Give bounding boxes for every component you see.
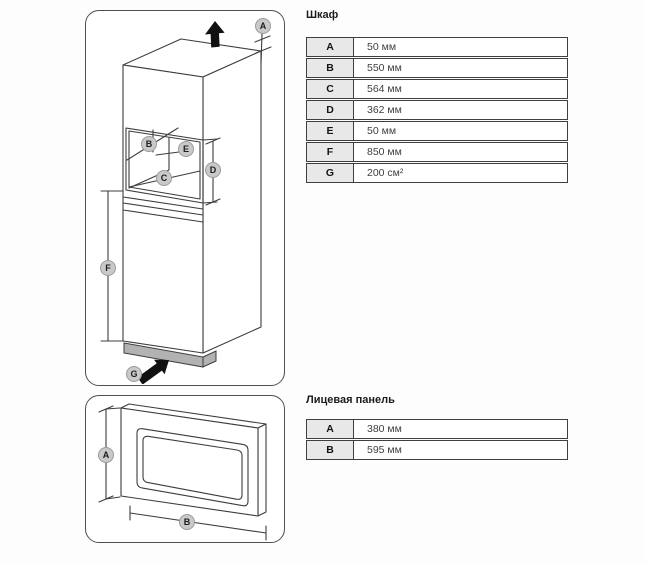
dim-label-cell: C [307, 80, 354, 98]
dim-value-cell: 850 мм [367, 146, 402, 158]
cabinet-outline [123, 39, 261, 353]
dim-value-cell: 564 мм [367, 83, 402, 95]
svg-text:A: A [102, 450, 110, 461]
label-badge-a [256, 19, 271, 34]
dim-value-cell: 550 мм [367, 62, 402, 74]
table-row [306, 121, 568, 141]
cabinet-diagram-frame [85, 10, 285, 386]
svg-text:B: B [183, 517, 191, 528]
svg-text:F: F [105, 263, 111, 274]
table-row [306, 419, 568, 439]
cabinet-dimensions-table [306, 37, 568, 184]
label-badge-c [157, 171, 172, 186]
table-row [306, 142, 568, 162]
table-row [306, 58, 568, 78]
dim-label-cell: B [307, 441, 354, 459]
svg-text:A: A [259, 21, 267, 32]
dim-value-cell: 50 мм [367, 41, 397, 53]
front-panel-diagram [86, 396, 283, 541]
svg-text:G: G [130, 369, 138, 380]
dim-label-cell: E [307, 122, 354, 140]
air-inlet-arrow-icon [137, 360, 169, 384]
dim-label-cell: B [307, 59, 354, 77]
front-panel-dimensions-table [306, 419, 568, 461]
cabinet-diagram [86, 11, 283, 384]
table-row [306, 440, 568, 460]
dim-label-cell: A [307, 420, 354, 438]
svg-text:D: D [209, 165, 217, 176]
table-row [306, 79, 568, 99]
svg-text:E: E [182, 144, 190, 155]
label-badge-e [179, 142, 194, 157]
dim-label-cell: D [307, 101, 354, 119]
dim-value-cell: 362 мм [367, 104, 402, 116]
label-badge-b-front [180, 515, 195, 530]
table-row [306, 37, 568, 57]
label-badge-d [206, 163, 221, 178]
dim-label-cell: G [307, 164, 354, 182]
dim-value-cell: 50 мм [367, 125, 397, 137]
label-badge-g [127, 367, 142, 382]
table-row [306, 163, 568, 183]
cabinet-section-title: Шкаф [306, 9, 339, 21]
dim-label-cell: A [307, 38, 354, 56]
label-badge-b [142, 137, 157, 152]
label-badge-a-front [99, 448, 114, 463]
dim-value-cell: 595 мм [367, 444, 402, 456]
front-panel-section-title: Лицевая панель [306, 394, 395, 406]
dim-value-cell: 380 мм [367, 423, 402, 435]
svg-text:B: B [145, 139, 153, 150]
table-row [306, 100, 568, 120]
dim-label-cell: F [307, 143, 354, 161]
front-panel-diagram-frame [85, 395, 285, 543]
svg-text:C: C [160, 173, 168, 184]
label-badge-f [101, 261, 116, 276]
dim-value-cell: 200 см² [367, 167, 404, 179]
